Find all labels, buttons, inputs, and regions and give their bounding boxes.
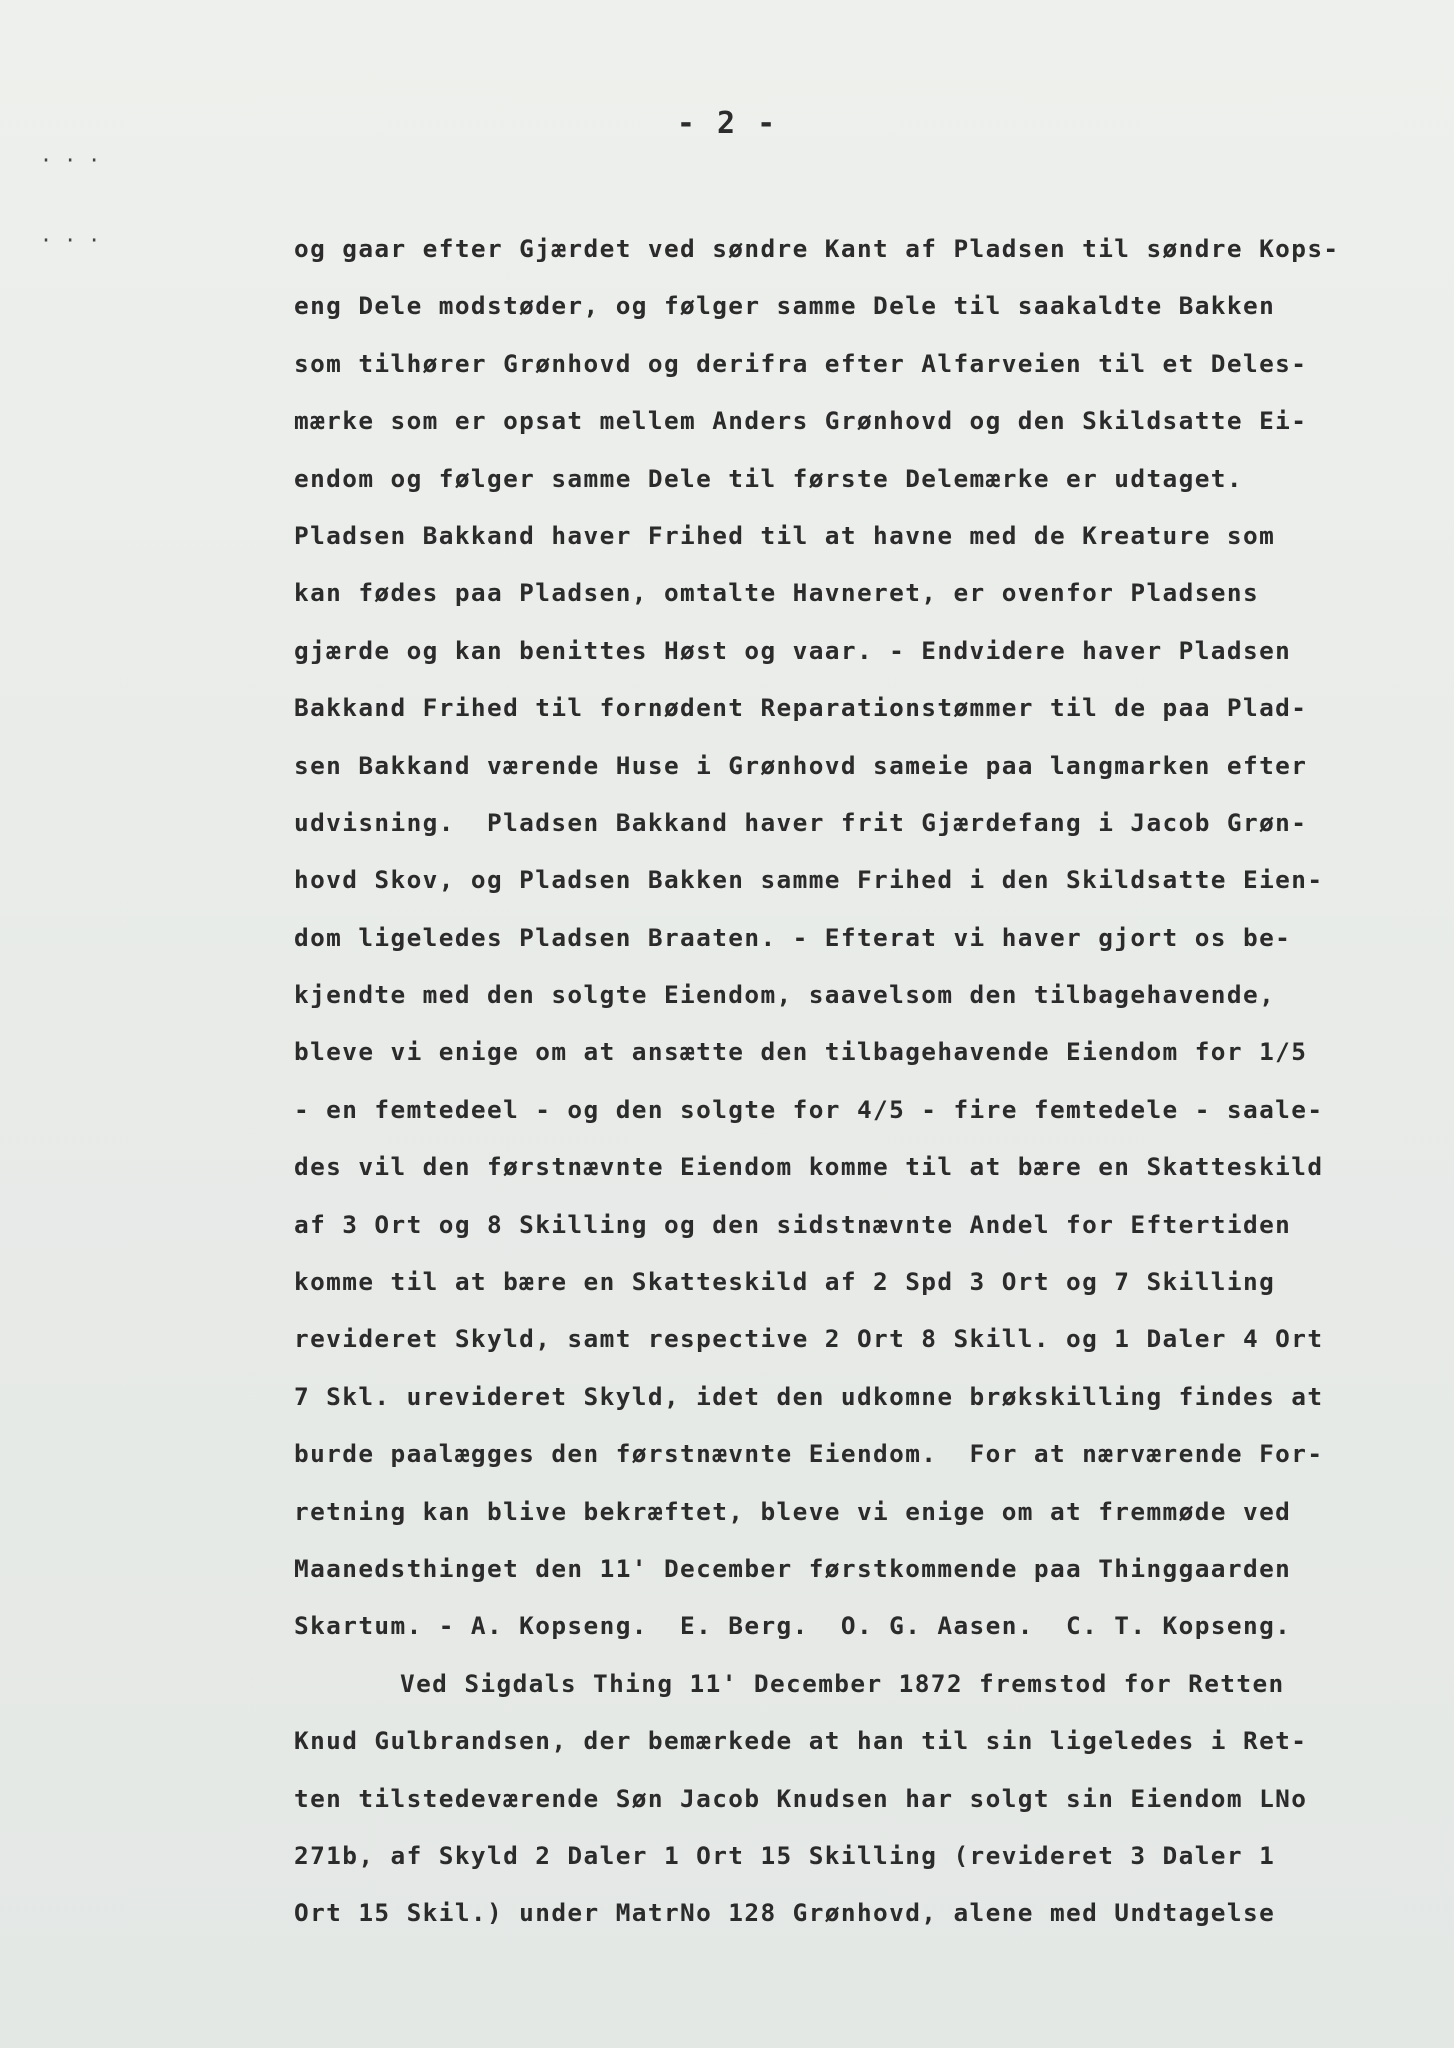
- text-line: 271b, af Skyld 2 Daler 1 Ort 15 Skilling (revideret 3 Daler 1: [294, 1840, 1276, 1870]
- text-line: Ved Sigdals Thing 11' December 1872 fremstod for Retten: [400, 1668, 1285, 1698]
- text-line: og gaar efter Gjærdet ved søndre Kant af Pladsen til søndre Kops-: [294, 234, 1340, 263]
- page-number: - 2 -: [676, 106, 778, 141]
- text-line: hovd Skov, og Pladsen Bakken samme Frihed i den Skildsatte Eien-: [294, 865, 1324, 895]
- text-line: des vil den førstnævnte Eiendom komme til at bære en Skatteskild: [294, 1152, 1324, 1182]
- margin-dots: · · ·: [40, 228, 101, 252]
- text-line: Bakkand Frihed til fornødent Reparationstømmer til de paa Plad-: [294, 693, 1308, 723]
- text-line: Knud Gulbrandsen, der bemærkede at han til sin ligeledes i Ret-: [294, 1726, 1308, 1756]
- text-line: som tilhører Grønhovd og derifra efter Alfarveien til et Deles-: [294, 348, 1308, 378]
- text-line: - en femtedeel - og den solgte for 4/5 - fire femtedele - saale-: [294, 1094, 1324, 1124]
- text-line: komme til at bære en Skatteskild af 2 Spd 3 Ort og 7 Skilling: [294, 1267, 1276, 1297]
- text-line: udvisning. Pladsen Bakkand haver frit Gjærdefang i Jacob Grøn-: [294, 807, 1308, 837]
- text-line: ten tilstedeværende Søn Jacob Knudsen har solgt sin Eiendom LNo: [294, 1783, 1308, 1813]
- text-line: Maanedsthinget den 11' December førstkommende paa Thinggaarden: [294, 1553, 1292, 1583]
- text-line: kjendte med den solgte Eiendom, saavelsom den tilbagehavende,: [294, 980, 1276, 1010]
- text-line: endom og følger samme Dele til første Delemærke er udtaget.: [294, 463, 1243, 493]
- text-line: revideret Skyld, samt respective 2 Ort 8 Skill. og 1 Daler 4 Ort: [294, 1324, 1324, 1354]
- text-line: af 3 Ort og 8 Skilling og den sidstnævnte Andel for Eftertiden: [294, 1209, 1292, 1239]
- text-line: gjærde og kan benittes Høst og vaar. - Endvidere haver Pladsen: [294, 635, 1292, 665]
- text-line: 7 Skl. urevideret Skyld, idet den udkomne brøkskilling findes at: [294, 1381, 1324, 1411]
- text-line: dom ligeledes Pladsen Braaten. - Efterat vi haver gjort os be-: [294, 922, 1292, 952]
- margin-marks: [40, 120, 100, 280]
- text-line: kan fødes paa Pladsen, omtalte Havneret, er ovenfor Pladsens: [294, 578, 1260, 608]
- text-line: Skartum. - A. Kopseng. E. Berg. O. G. Aasen. C. T. Kopseng.: [294, 1611, 1292, 1641]
- text-line: sen Bakkand værende Huse i Grønhovd sameie paa langmarken efter: [294, 750, 1308, 780]
- text-line: Ort 15 Skil.) under MatrNo 128 Grønhovd, alene med Undtagelse: [294, 1898, 1276, 1928]
- text-line: burde paalægges den førstnævnte Eiendom. For at nærværende For-: [294, 1439, 1324, 1469]
- document-body: [294, 220, 1414, 1942]
- text-line: eng Dele modstøder, og følger samme Dele til saakaldte Bakken: [294, 291, 1276, 321]
- text-line: retning kan blive bekræftet, bleve vi enige om at fremmøde ved: [294, 1496, 1292, 1526]
- text-line: Pladsen Bakkand haver Frihed til at havne med de Kreature som: [294, 520, 1276, 550]
- margin-dots: · · ·: [40, 148, 101, 172]
- text-line: bleve vi enige om at ansætte den tilbagehavende Eiendom for 1/5: [294, 1037, 1308, 1067]
- text-line: mærke som er opsat mellem Anders Grønhovd og den Skildsatte Ei-: [294, 406, 1308, 436]
